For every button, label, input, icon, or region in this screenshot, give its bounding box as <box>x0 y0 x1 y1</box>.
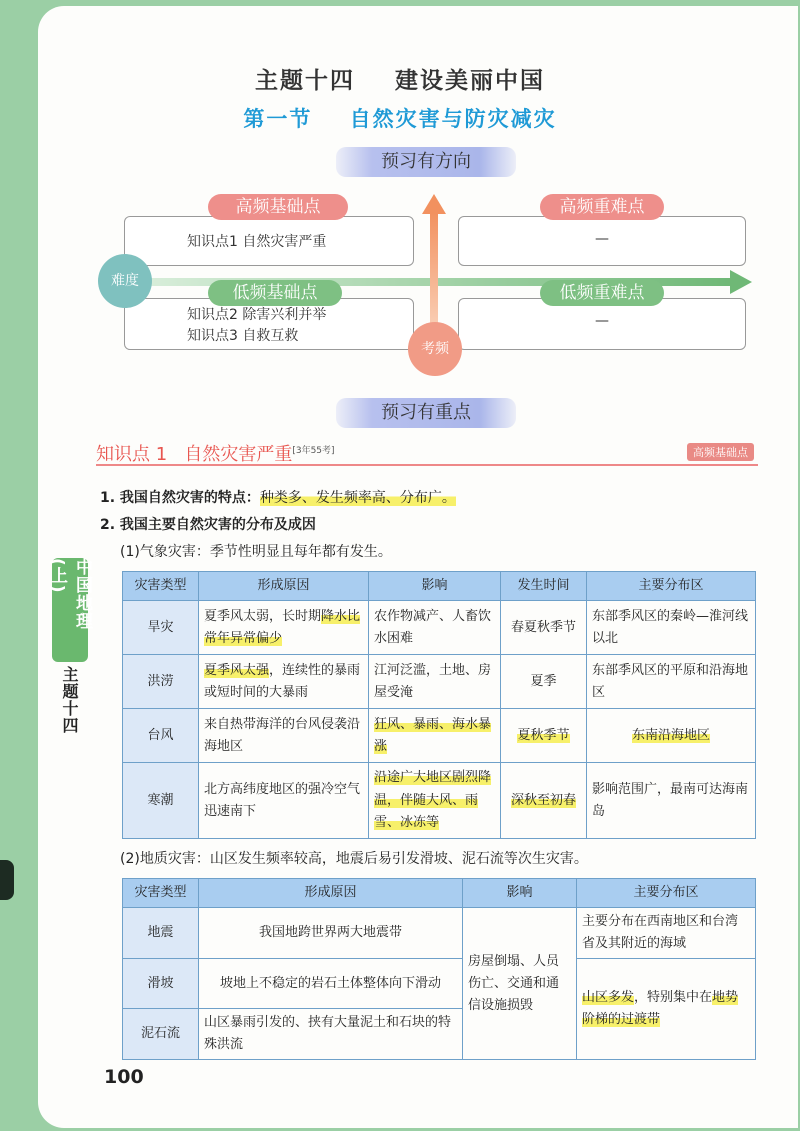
side-tab-chapter: 中国地理(上) <box>52 558 88 662</box>
difficulty-arrow <box>730 270 752 294</box>
table-cell: 山区暴雨引发的、挟有大量泥土和石块的特殊洪流 <box>199 1009 463 1060</box>
section-title: 第一节 自然灾害与防灾减灾 <box>243 107 557 131</box>
geological-disaster-table <box>122 878 756 1060</box>
table-cell: 深秋至初春 <box>501 763 587 839</box>
table-cell: 北方高纬度地区的强冷空气迅速南下 <box>199 763 369 839</box>
table-cell: 泥石流 <box>123 1009 199 1060</box>
table-cell: 影响范围广，最南可达海南岛 <box>587 763 756 839</box>
table-cell: 夏季风太强，连续性的暴雨或短时间的大暴雨 <box>199 655 369 709</box>
table-cell: 房屋倒塌、人员伤亡、交通和通信设施损毁 <box>463 908 577 1060</box>
table-cell: 旱灾 <box>123 601 199 655</box>
low-basic-label: 低频基础点 <box>208 280 342 306</box>
high-hard-label: 高频重难点 <box>540 194 664 220</box>
table-header: 影响 <box>463 879 577 908</box>
table-cell: 山区多发，特别集中在地势阶梯的过渡带 <box>577 959 756 1060</box>
table-cell: 江河泛滥，土地、房屋受淹 <box>369 655 501 709</box>
high-basic-box <box>124 216 414 266</box>
weather-disaster-table <box>122 571 756 839</box>
table-cell: 寒潮 <box>123 763 199 839</box>
table-header: 灾害类型 <box>123 879 199 908</box>
table-cell: 东南沿海地区 <box>587 709 756 763</box>
table-cell: 东部季风区的秦岭—淮河线以北 <box>587 601 756 655</box>
table-header: 主要分布区 <box>587 572 756 601</box>
table-row <box>123 763 756 839</box>
theme-title: 主题十四 建设美丽中国 <box>254 68 546 94</box>
table-cell: 沿途广大地区剧烈降温，伴随大风、雨雪、冰冻等 <box>369 763 501 839</box>
table-cell: 农作物减产、人畜饮水困难 <box>369 601 501 655</box>
item-2 <box>100 514 316 534</box>
table-header: 形成原因 <box>199 879 463 908</box>
table-header: 主要分布区 <box>577 879 756 908</box>
preview-direction-banner: 预习有方向 <box>336 147 516 177</box>
frequency-arrow <box>422 194 446 214</box>
table-cell: 东部季风区的平原和沿海地区 <box>587 655 756 709</box>
table-row <box>123 601 756 655</box>
low-hard-label: 低频重难点 <box>540 280 664 306</box>
table-cell: 春夏秋季节 <box>501 601 587 655</box>
table-row <box>123 959 756 1009</box>
side-tab-theme: 主题十四 <box>60 666 79 734</box>
table-cell: 夏秋季节 <box>501 709 587 763</box>
item-2-label: 2. 我国主要自然灾害的分布及成因 <box>100 517 316 533</box>
table-header-row <box>123 572 756 601</box>
table-row <box>123 655 756 709</box>
table-cell: 夏季风太弱，长时期降水比常年异常偏少 <box>199 601 369 655</box>
frequency-circle: 考频 <box>408 322 462 376</box>
table-cell: 来自热带海洋的台风侵袭沿海地区 <box>199 709 369 763</box>
low-hard-value: — <box>595 313 609 329</box>
table-header: 发生时间 <box>501 572 587 601</box>
table-row <box>123 709 756 763</box>
binder-notch <box>0 860 14 900</box>
frequency-tag: 高频基础点 <box>687 443 754 461</box>
sub-item-1: (1)气象灾害：季节性明显且每年都有发生。 <box>120 544 392 560</box>
knowledge-point-title: 知识点 1 自然灾害严重 <box>96 444 293 465</box>
preview-focus-banner: 预习有重点 <box>336 398 516 428</box>
table-cell: 地震 <box>123 908 199 959</box>
high-hard-box <box>458 216 746 266</box>
low-basic-item: 知识点3 自救互救 <box>187 328 299 344</box>
table-cell: 主要分布在西南地区和台湾省及其附近的海域 <box>577 908 756 959</box>
item-1 <box>100 487 456 507</box>
table-cell: 我国地跨世界两大地震带 <box>199 908 463 959</box>
table-cell: 狂风、暴雨、海水暴涨 <box>369 709 501 763</box>
high-basic-item: 知识点1 自然灾害严重 <box>187 234 327 250</box>
table-row <box>123 908 756 959</box>
exam-note: [3年55考] <box>292 446 335 456</box>
table-cell: 坡地上不稳定的岩石土体整体向下滑动 <box>199 959 463 1009</box>
low-basic-item: 知识点2 除害兴利并举 <box>187 307 327 323</box>
high-basic-label: 高频基础点 <box>208 194 348 220</box>
knowledge-point-header <box>96 440 758 466</box>
item-1-value: 种类多、发生频率高、分布广。 <box>259 490 456 506</box>
table-header: 影响 <box>369 572 501 601</box>
table-header: 形成原因 <box>199 572 369 601</box>
table-cell: 台风 <box>123 709 199 763</box>
page-number: 100 <box>104 1066 144 1088</box>
item-1-label: 1. 我国自然灾害的特点： <box>100 490 260 506</box>
table-header-row <box>123 879 756 908</box>
sub-item-2: (2)地质灾害：山区发生频率较高，地震后易引发滑坡、泥石流等次生灾害。 <box>120 851 588 867</box>
table-cell: 夏季 <box>501 655 587 709</box>
difficulty-circle: 难度 <box>98 254 152 308</box>
high-hard-value: — <box>595 231 609 247</box>
table-header: 灾害类型 <box>123 572 199 601</box>
table-cell: 洪涝 <box>123 655 199 709</box>
table-cell: 滑坡 <box>123 959 199 1009</box>
